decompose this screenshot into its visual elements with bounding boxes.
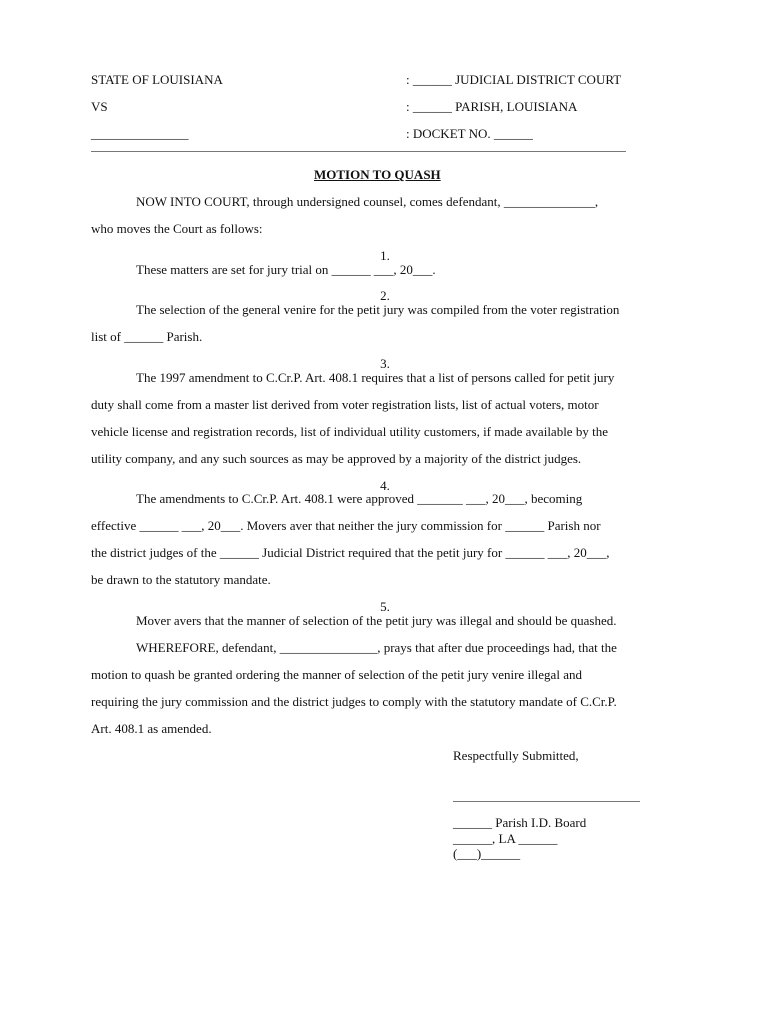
paragraph-3-line-1: The 1997 amendment to C.Cr.P. Art. 408.1 requires that a list of persons called for petit jury — [136, 370, 615, 385]
caption-defendant-blank: _______________ — [91, 126, 189, 141]
paragraph-number-1: 1. — [380, 248, 390, 263]
caption-court: : ______ JUDICIAL DISTRICT COURT — [406, 72, 622, 87]
paragraph-2-line-1: The selection of the general venire for the petit jury was compiled from the voter registration — [136, 302, 620, 317]
paragraph-3-line-4: utility company, and any such sources as may be approved by a majority of the district judges. — [91, 451, 582, 466]
caption-parish: : ______ PARISH, LOUISIANA — [406, 99, 578, 114]
signature-phone: (___)______ — [453, 846, 521, 861]
paragraph-1-line-1: These matters are set for jury trial on ______ ___, 20___. — [136, 262, 436, 277]
wherefore-line-3: requiring the jury commission and the district judges to comply with the statutory mandate of C.Cr.P. — [91, 694, 617, 709]
paragraph-4-line-4: be drawn to the statutory mandate. — [91, 572, 271, 587]
wherefore-line-4: Art. 408.1 as amended. — [91, 721, 212, 736]
closing-respectfully-submitted: Respectfully Submitted, — [453, 748, 579, 763]
paragraph-2-line-2: list of ______ Parish. — [91, 329, 203, 344]
caption-divider — [91, 151, 626, 152]
signature-city: ______, LA ______ — [453, 831, 558, 846]
wherefore-line-2: motion to quash be granted ordering the manner of selection of the petit jury venire illegal and — [91, 667, 582, 682]
wherefore-line-1: WHEREFORE, defendant, _______________, prays that after due proceedings had, that the — [136, 640, 617, 655]
caption-vs: VS — [91, 99, 108, 114]
signature-line — [453, 801, 640, 802]
paragraph-number-5: 5. — [380, 599, 390, 614]
paragraph-number-4: 4. — [380, 478, 390, 493]
paragraph-4-line-1: The amendments to C.Cr.P. Art. 408.1 were approved _______ ___, 20___, becoming — [136, 491, 583, 506]
intro-line-1: NOW INTO COURT, through undersigned counsel, comes defendant, ______________, — [136, 194, 599, 209]
signature-office: ______ Parish I.D. Board — [453, 815, 587, 830]
paragraph-3-line-3: vehicle license and registration records, list of individual utility customers, if made available by the — [91, 424, 608, 439]
paragraph-number-2: 2. — [380, 288, 390, 303]
paragraph-5-line-1: Mover avers that the manner of selection of the petit jury was illegal and should be quashed. — [136, 613, 617, 628]
paragraph-3-line-2: duty shall come from a master list derived from voter registration lists, list of actual voters, motor — [91, 397, 599, 412]
paragraph-number-3: 3. — [380, 356, 390, 371]
paragraph-4-line-2: effective ______ ___, 20___. Movers aver that neither the jury commission for ______ Parish nor — [91, 518, 601, 533]
caption-state: STATE OF LOUISIANA — [91, 72, 223, 87]
intro-line-2: who moves the Court as follows: — [91, 221, 263, 236]
paragraph-4-line-3: the district judges of the ______ Judicial District required that the petit jury for ______ ___, 20___, — [91, 545, 610, 560]
document-title: MOTION TO QUASH — [314, 167, 441, 182]
caption-docket: : DOCKET NO. ______ — [406, 126, 533, 141]
